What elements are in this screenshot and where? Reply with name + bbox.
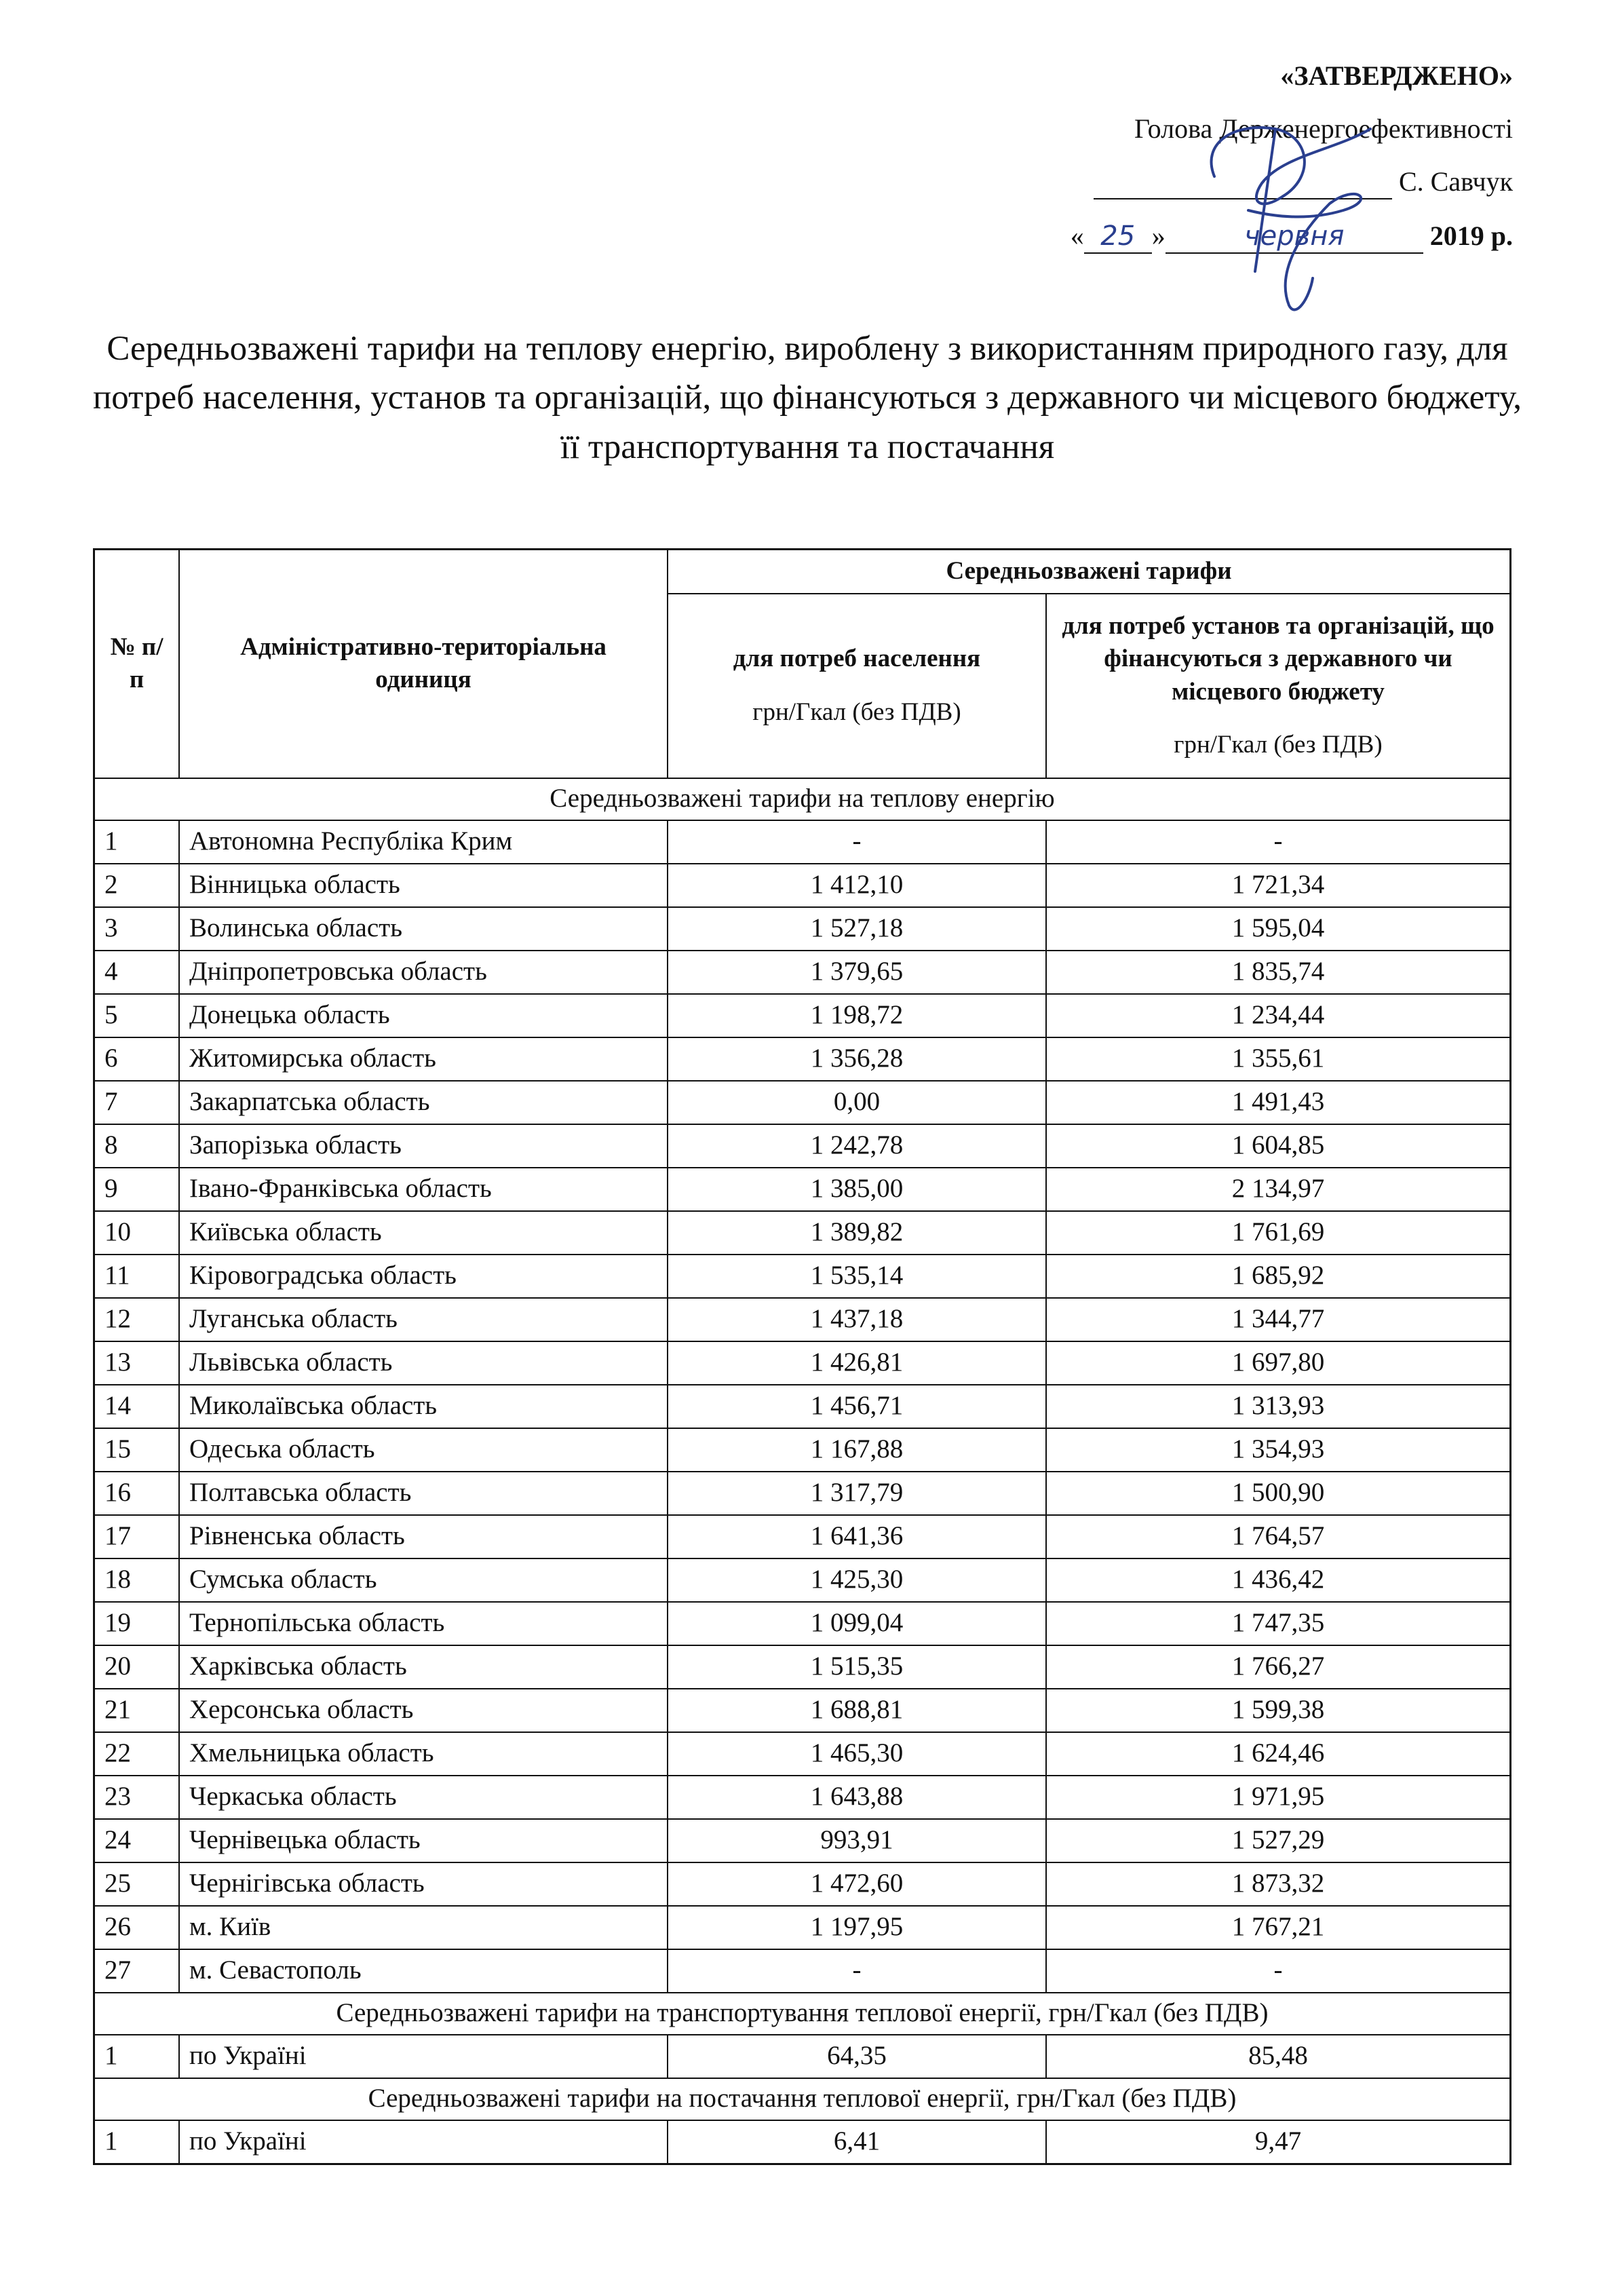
region-name: Львівська область	[179, 1341, 668, 1385]
table-row	[94, 1862, 1511, 1906]
population-tariff: 993,91	[668, 1819, 1046, 1862]
row-number: 7	[94, 1081, 180, 1124]
row-number: 24	[94, 1819, 180, 1862]
region-name: Сумська область	[179, 1558, 668, 1602]
table-row	[94, 1558, 1511, 1602]
population-tariff: 1 389,82	[668, 1211, 1046, 1255]
header-unit-name: Адміністративно-територіальна одиниця	[179, 550, 668, 778]
table-row	[94, 994, 1511, 1037]
section-transport-title: Середньозважені тарифи на транспортування теплової енергії,	[336, 1998, 1042, 2028]
institutions-tariff: 1 835,74	[1046, 951, 1511, 994]
table-row	[94, 1081, 1511, 1124]
region-name: Івано-Франківська область	[179, 1168, 668, 1211]
header-population-unit: грн/Гкал (без ПДВ)	[752, 697, 961, 726]
row-number: 9	[94, 1168, 180, 1211]
row-number: 8	[94, 1124, 180, 1168]
institutions-tariff: 1 436,42	[1046, 1558, 1511, 1602]
table-row	[94, 820, 1511, 864]
header-institutions	[1046, 594, 1511, 778]
region-name: Хмельницька область	[179, 1732, 668, 1776]
region-name: Рівненська область	[179, 1515, 668, 1558]
table-row	[94, 1732, 1511, 1776]
region-name: Черкаська область	[179, 1776, 668, 1819]
population-tariff: 1 242,78	[668, 1124, 1046, 1168]
row-number: 18	[94, 1558, 180, 1602]
row-number: 6	[94, 1037, 180, 1081]
signatory-name: С. Савчук	[1398, 166, 1513, 197]
table-row	[94, 1906, 1511, 1949]
header-institutions-unit: грн/Гкал (без ПДВ)	[1174, 730, 1383, 759]
region-name: Вінницька область	[179, 864, 668, 907]
institutions-tariff: 1 500,90	[1046, 1472, 1511, 1515]
population-tariff: 1 379,65	[668, 951, 1046, 994]
table-row	[94, 1819, 1511, 1862]
institutions-tariff: 1 761,69	[1046, 1211, 1511, 1255]
row-number: 5	[94, 994, 180, 1037]
row-number: 20	[94, 1645, 180, 1689]
population-tariff: 1 425,30	[668, 1558, 1046, 1602]
row-number: 1	[94, 2120, 180, 2164]
institutions-tariff: 1 971,95	[1046, 1776, 1511, 1819]
table-row	[94, 1385, 1511, 1428]
handwritten-signature	[1174, 102, 1391, 332]
region-name: Миколаївська область	[179, 1385, 668, 1428]
table-row	[94, 1255, 1511, 1298]
population-tariff: 1 437,18	[668, 1298, 1046, 1341]
population-tariff: 1 527,18	[668, 907, 1046, 951]
institutions-tariff: 1 766,27	[1046, 1645, 1511, 1689]
institutions-tariff: 1 595,04	[1046, 907, 1511, 951]
table-row	[94, 2120, 1511, 2164]
institutions-tariff: 1 344,77	[1046, 1298, 1511, 1341]
institutions-tariff: -	[1046, 1949, 1511, 1993]
section-heat	[94, 778, 1511, 820]
institutions-tariff: -	[1046, 820, 1511, 864]
table-row	[94, 1515, 1511, 1558]
approver-position: Голова Держенергоефективності	[1134, 113, 1513, 144]
date-month: червня	[1166, 220, 1423, 254]
population-tariff: 1 198,72	[668, 994, 1046, 1037]
region-name: Київська область	[179, 1211, 668, 1255]
institutions-tariff: 1 624,46	[1046, 1732, 1511, 1776]
section-heat-title: Середньозважені тарифи на теплову енергію	[94, 778, 1511, 820]
row-number: 10	[94, 1211, 180, 1255]
region-name: Одеська область	[179, 1428, 668, 1472]
row-number: 21	[94, 1689, 180, 1732]
region-name: Чернівецька область	[179, 1819, 668, 1862]
institutions-tariff: 1 234,44	[1046, 994, 1511, 1037]
section-supply-cell	[94, 2078, 1511, 2120]
region-name: м. Київ	[179, 1906, 668, 1949]
population-tariff: -	[668, 1949, 1046, 1993]
population-tariff: 1 317,79	[668, 1472, 1046, 1515]
region-name: Харківська область	[179, 1645, 668, 1689]
table-row	[94, 864, 1511, 907]
population-tariff: 1 688,81	[668, 1689, 1046, 1732]
header-no: № п/п	[94, 550, 180, 778]
row-number: 25	[94, 1862, 180, 1906]
population-tariff: 64,35	[668, 2035, 1046, 2078]
population-tariff: 1 197,95	[668, 1906, 1046, 1949]
row-number: 19	[94, 1602, 180, 1645]
population-tariff: -	[668, 820, 1046, 864]
population-tariff: 6,41	[668, 2120, 1046, 2164]
table-row	[94, 1472, 1511, 1515]
row-number: 3	[94, 907, 180, 951]
population-tariff: 0,00	[668, 1081, 1046, 1124]
row-number: 1	[94, 2035, 180, 2078]
header-population	[668, 594, 1046, 778]
institutions-tariff: 1 767,21	[1046, 1906, 1511, 1949]
region-name: Тернопільська область	[179, 1602, 668, 1645]
table-row	[94, 1124, 1511, 1168]
population-tariff: 1 099,04	[668, 1602, 1046, 1645]
region-name: Автономна Республіка Крим	[179, 820, 668, 864]
table-row	[94, 1602, 1511, 1645]
population-tariff: 1 515,35	[668, 1645, 1046, 1689]
row-number: 14	[94, 1385, 180, 1428]
table-row	[94, 1168, 1511, 1211]
section-transport-unit: грн/Гкал (без ПДВ)	[1048, 1998, 1269, 2028]
institutions-tariff: 1 721,34	[1046, 864, 1511, 907]
quote-open: «	[1070, 221, 1084, 251]
institutions-tariff: 1 685,92	[1046, 1255, 1511, 1298]
institutions-tariff: 1 604,85	[1046, 1124, 1511, 1168]
quote-close: »	[1151, 221, 1166, 251]
header-tariffs: Середньозважені тарифи	[668, 550, 1511, 594]
section-supply-title: Середньозважені тарифи на постачання теплової енергії,	[368, 2084, 1010, 2113]
institutions-tariff: 1 354,93	[1046, 1428, 1511, 1472]
table-row	[94, 1298, 1511, 1341]
row-number: 26	[94, 1906, 180, 1949]
region-name: Житомирська область	[179, 1037, 668, 1081]
region-name: Кіровоградська область	[179, 1255, 668, 1298]
institutions-tariff: 9,47	[1046, 2120, 1511, 2164]
institutions-tariff: 1 355,61	[1046, 1037, 1511, 1081]
population-tariff: 1 412,10	[668, 864, 1046, 907]
institutions-tariff: 1 599,38	[1046, 1689, 1511, 1732]
institutions-tariff: 1 697,80	[1046, 1341, 1511, 1385]
region-name: м. Севастополь	[179, 1949, 668, 1993]
date-year: 2019 р.	[1429, 221, 1513, 251]
row-number: 16	[94, 1472, 180, 1515]
table-row	[94, 907, 1511, 951]
region-name: Дніпропетровська область	[179, 951, 668, 994]
table-row	[94, 1776, 1511, 1819]
institutions-tariff: 1 491,43	[1046, 1081, 1511, 1124]
header-institutions-label: для потреб установ та організацій, що фінансуються з державного чи місцевого бюджету	[1062, 612, 1495, 706]
region-name: Луганська область	[179, 1298, 668, 1341]
approved-stamp-text: «ЗАТВЕРДЖЕНО»	[1280, 60, 1513, 91]
row-number: 23	[94, 1776, 180, 1819]
population-tariff: 1 167,88	[668, 1428, 1046, 1472]
region-name: Волинська область	[179, 907, 668, 951]
table-row	[94, 951, 1511, 994]
table-row	[94, 1949, 1511, 1993]
row-number: 22	[94, 1732, 180, 1776]
row-number: 2	[94, 864, 180, 907]
region-name: Херсонська область	[179, 1689, 668, 1732]
institutions-tariff: 85,48	[1046, 2035, 1511, 2078]
table-row	[94, 1341, 1511, 1385]
row-number: 1	[94, 820, 180, 864]
population-tariff: 1 641,36	[668, 1515, 1046, 1558]
population-tariff: 1 465,30	[668, 1732, 1046, 1776]
section-supply-unit: грн/Гкал (без ПДВ)	[1016, 2084, 1237, 2113]
row-number: 15	[94, 1428, 180, 1472]
row-number: 13	[94, 1341, 180, 1385]
tariffs-table	[93, 548, 1511, 2165]
table-row	[94, 1037, 1511, 1081]
table-row	[94, 1689, 1511, 1732]
institutions-tariff: 1 764,57	[1046, 1515, 1511, 1558]
header-population-label: для потреб населення	[733, 645, 981, 673]
region-name: Полтавська область	[179, 1472, 668, 1515]
table-row	[94, 1211, 1511, 1255]
institutions-tariff: 1 747,35	[1046, 1602, 1511, 1645]
population-tariff: 1 426,81	[668, 1341, 1046, 1385]
row-number: 17	[94, 1515, 180, 1558]
region-name: по Україні	[179, 2120, 668, 2164]
section-transport	[94, 1993, 1511, 2035]
date-day: 25	[1084, 220, 1152, 254]
population-tariff: 1 356,28	[668, 1037, 1046, 1081]
institutions-tariff: 2 134,97	[1046, 1168, 1511, 1211]
row-number: 4	[94, 951, 180, 994]
institutions-tariff: 1 873,32	[1046, 1862, 1511, 1906]
population-tariff: 1 385,00	[668, 1168, 1046, 1211]
population-tariff: 1 643,88	[668, 1776, 1046, 1819]
section-transport-cell	[94, 1993, 1511, 2035]
region-name: Чернігівська область	[179, 1862, 668, 1906]
population-tariff: 1 456,71	[668, 1385, 1046, 1428]
table-row	[94, 1645, 1511, 1689]
population-tariff: 1 535,14	[668, 1255, 1046, 1298]
region-name: Запорізька область	[179, 1124, 668, 1168]
region-name: Закарпатська область	[179, 1081, 668, 1124]
region-name: по Україні	[179, 2035, 668, 2078]
document-title: Середньозважені тарифи на теплову енергію, вироблену з використанням природного газу, для потреб населення, установ та організацій, що фінансуються з державного чи місцевого бюджету, її транспортування та постачання	[92, 330, 1522, 466]
section-supply	[94, 2078, 1511, 2120]
institutions-tariff: 1 527,29	[1046, 1819, 1511, 1862]
table-row	[94, 2035, 1511, 2078]
region-name: Донецька область	[179, 994, 668, 1037]
row-number: 27	[94, 1949, 180, 1993]
population-tariff: 1 472,60	[668, 1862, 1046, 1906]
table-row	[94, 1428, 1511, 1472]
row-number: 11	[94, 1255, 180, 1298]
row-number: 12	[94, 1298, 180, 1341]
institutions-tariff: 1 313,93	[1046, 1385, 1511, 1428]
